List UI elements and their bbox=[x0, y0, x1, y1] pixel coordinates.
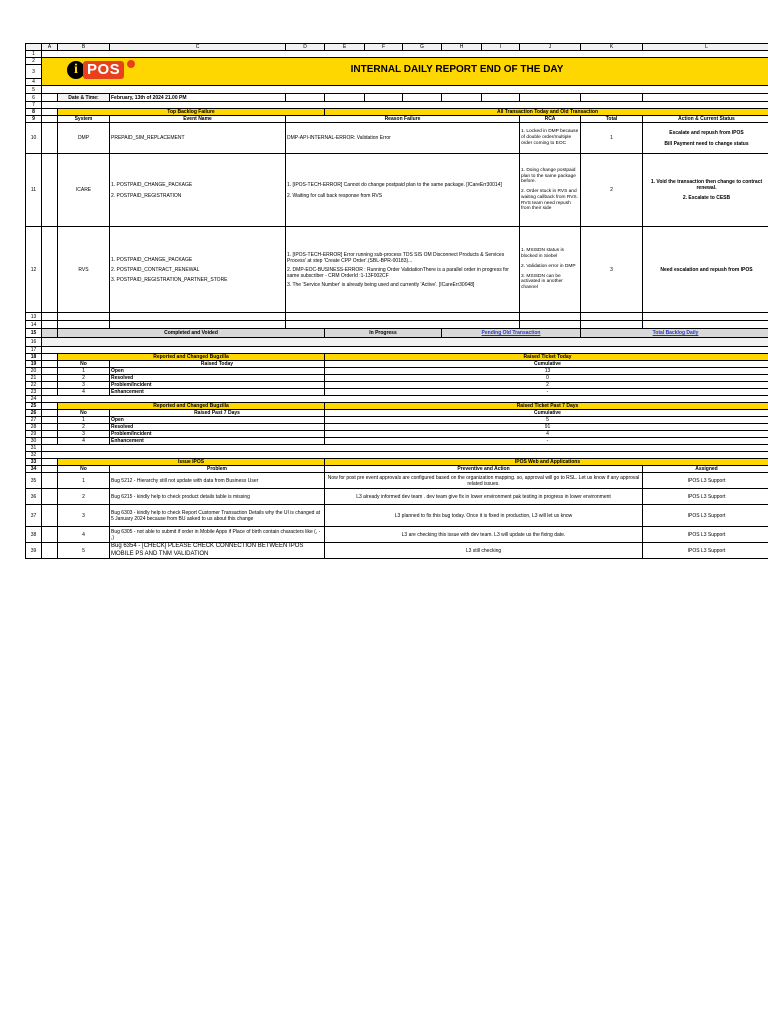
row-number: 3 bbox=[26, 65, 42, 79]
col-header-i: I bbox=[482, 44, 520, 51]
row-number: 21 bbox=[26, 375, 42, 382]
total-cell: 1 bbox=[581, 123, 643, 154]
action-cell: L3 already informed dev team . dev team give fix in lower environment pak testing in progress in lower environment bbox=[325, 489, 643, 505]
system-cell: RVS bbox=[58, 227, 110, 313]
action-cell: L3 still checking bbox=[325, 543, 643, 559]
bug-count: 5 bbox=[325, 417, 768, 424]
row-number: 2 bbox=[26, 58, 42, 65]
row-number: 15 bbox=[26, 329, 42, 338]
row-number: 10 bbox=[26, 123, 42, 154]
problem-cell: Bug 6354 - [CHECK] PLEASE CHECK CONNECTION BETWEEN IPOS MOBILE PS AND TNM VALIDATION bbox=[110, 543, 325, 559]
row-number: 37 bbox=[26, 505, 42, 527]
reason-cell: 1. [IPOS-TECH-ERROR] Error running sub-process TDS SIS OM Disconnect Products & Services Process' at step 'Create CPP Order'.(SBL-BPR-00183)... 2. DMP-EOC-BUSINESS-ERROR : Running Order ValidationThere is a parallel order in progress for same subscriber - CRM OrderId :1-13F002CF 3. The 'Service Number' is already being used and currently 'Active'. [ICareErr30048] bbox=[286, 227, 520, 313]
bugzilla-week-header: Reported and Changed Bugzilla bbox=[58, 403, 325, 410]
row-number: 25 bbox=[26, 403, 42, 410]
backlog-row bbox=[26, 154, 768, 227]
assigned-cell: IPOS L3 Support bbox=[643, 473, 768, 489]
event-cell: PREPAID_SIM_REPLACEMENT bbox=[110, 123, 286, 154]
row-number: 18 bbox=[26, 354, 42, 361]
backlog-header: Top Backlog Failure bbox=[58, 109, 325, 116]
row-number: 38 bbox=[26, 527, 42, 543]
rca-cell: 1. Doing change postpaid plan to the same package before. 2. Order stuck in RVS and waiting callback from RVS. RVS team need repush from their side bbox=[520, 154, 581, 227]
row-number: 34 bbox=[26, 466, 42, 473]
no-header: No bbox=[58, 361, 110, 368]
ipos-web-header: IPOS Web and Applications bbox=[325, 459, 768, 466]
system-cell: ICARE bbox=[58, 154, 110, 227]
backlog-row bbox=[26, 123, 768, 154]
bugzilla-today-header: Reported and Changed Bugzilla bbox=[58, 354, 325, 361]
reason-cell: DMP-API-INTERNAL-ERROR: Validation Error bbox=[286, 123, 520, 154]
assigned-cell: IPOS L3 Support bbox=[643, 505, 768, 527]
reason-cell: 1. [IPOS-TECH-ERROR] Cannot do change postpaid plan to the same package. [ICareErr30014] 2. Waiting for call back response from RVS bbox=[286, 154, 520, 227]
spreadsheet: A B C D E F G H I J K L 1 2 3 4 5 6 Date & Time: February, 13th of 2024 21.00 PM 7 8 Top Backlog Failure All Transaction Today and Old Transaction 9 System Event Name Reason Failure RCA Total Action & Current Status 10 DMP PREPAID_SIM_REPLACEMENT DMP-API-INTERNAL-ERROR: Validation Error 1. Locked in DMP because of double order/multiple order coming to EOC 1 Escalate and repush from IPOS Bill Payment need to change status 11 ICARE 1. POSTPAID_CHANGE_PACKAGE 2. POSTPAID_REGISTRATION 1. [IPOS-TECH-ERROR] Cannot do change postpaid plan to the same package. [ICareErr30014] 2. Waiting for call back response from RVS 1. Doing change postpaid plan to the same package before. 2. Order stuck in RVS and waiting callback from RVS. RVS team need repush from their side 2 1. Void the transaction then change to contract renewal. 2. Escalate to CESB 12 RVS 1. POSTPAID_CHANGE_PACKAGE 2. POSTPAID_CONTRACT_RENEWAL 3. POSTPAID_REGISTRATION_PARTNER_STORE 1. [IPOS-TECH-ERROR] Error running sub-process TDS SIS OM Disconnect Products & Services Process' at step 'Create CPP Order'.(SBL-BPR-00183)... 2. DMP-EOC-BUSINESS-ERROR : Running Order ValidationThere is a parallel order in progress for same subscriber - CRM OrderId :1-13F002CF 3. The 'Service Number' is already being used and currently 'Active'. [ICareErr30048] 1. MSISDN status is blocked in Siebel 2. Validation error in DMP 3. MSISDN can be activated in another channel 3 Need escalation and repush from IPOS 13 14 15 Completed and Voided In Progress Pending Old Transaction Total Backlog Daily 16 17 18 Reported and Changed Bugzilla Raised Ticket Today 19 No Raised Today Cumulative 20 1 Open 13 21 2 Resolved 0 22 3 Problem/Incident 2 23 4 Enhancement - 24 25 Reported and Changed Bugzilla Raised Ticket Past 7 Days 26 No Raised Past 7 Days Cumulative 27 1 Open 5 28 2 Resolved 91 29 3 Problem/Incident 4 30 4 Enhancement - 31 32 33 Issue IPOS IPOS Web and Applications 34 No Problem Preventive and Action Assigned 35 1 Bug 5212 - Hierarchy still not update with data from Business User Now for post pre event approvals are configured based on the organization mapping. so, approval will go to RSL. Let us know if any approval related issues. IPOS L3 Support 36 2 Bug 6215 - kindly help to check product details table is missing L3 already informed dev team . dev team give fix in lower environment pak testing in progress in lower environment IPOS L3 Support 37 3 Bug 6303 - kindly help to check Report Customer Transaction Details why the UI is changed at 5 January 2024 because from BU asked to us about this change L3 planned to fix this bug today. Once it is fixed in production, L3 will let us know IPOS L3 Support 38 4 Bug 6305 - not able to submit if order in Mobile Apps if Place of birth contain characters like (, - ,) L3 are checking this issue with dev team. L3 will update us the fixing date. IPOS L3 Support 39 5 Bug 6354 - [CHECK] PLEASE CHECK CONNECTION BETWEEN IPOS MOBILE PS AND TNM VALIDATION L3 still checking IPOS L3 Support bbox=[25, 43, 768, 559]
issue-row: 35 1 Bug 5212 - Hierarchy still not update with data from Business User Now for post pre event approvals are configured based on the organization mapping. so, approval will go to RSL. Let us know if any approval related issues. IPOS L3 Support bbox=[26, 473, 768, 489]
action-cell: Need escalation and repush from IPOS bbox=[643, 227, 768, 313]
transaction-header: All Transaction Today and Old Transaction bbox=[325, 109, 768, 116]
bug-status-label: Open bbox=[110, 368, 325, 375]
row-number: 26 bbox=[26, 410, 42, 417]
bug-count: - bbox=[325, 389, 768, 396]
row-number: 6 bbox=[26, 94, 42, 102]
bug-status-label: Problem/Incident bbox=[110, 382, 325, 389]
col-total: Total bbox=[581, 116, 643, 123]
rca-cell: 1. MSISDN status is blocked in Siebel 2. Validation error in DMP 3. MSISDN can be activated in another channel bbox=[520, 227, 581, 313]
action-cell: Now for post pre event approvals are configured based on the organization mapping. so, approval will go to RSL. Let us know if any approval related issues. bbox=[325, 473, 643, 489]
row-number: 29 bbox=[26, 431, 42, 438]
rca-cell: 1. Locked in DMP because of double order/multiple order coming to EOC bbox=[520, 123, 581, 154]
row-number: 22 bbox=[26, 382, 42, 389]
action-cell: 1. Void the transaction then change to contract renewal. 2. Escalate to CESB bbox=[643, 154, 768, 227]
report-banner bbox=[57, 57, 768, 85]
col-header-a: A bbox=[42, 44, 58, 51]
total-cell: 3 bbox=[581, 227, 643, 313]
row-number: 4 bbox=[26, 79, 42, 86]
issue-row: 37 3 Bug 6303 - kindly help to check Report Customer Transaction Details why the UI is changed at 5 January 2024 because from BU asked to us about this change L3 planned to fix this bug today. Once it is fixed in production, L3 will let us know IPOS L3 Support bbox=[26, 505, 768, 527]
cumulative-label: Cumulative bbox=[325, 410, 768, 417]
action-cell: L3 are checking this issue with dev team. L3 will update us the fixing date. bbox=[325, 527, 643, 543]
assigned-cell: IPOS L3 Support bbox=[643, 527, 768, 543]
row-number: 16 bbox=[26, 338, 42, 347]
action-cell: Escalate and repush from IPOS Bill Payment need to change status bbox=[643, 123, 768, 154]
ipos-logo bbox=[61, 59, 151, 83]
row-number: 12 bbox=[26, 227, 42, 313]
problem-header: Problem bbox=[110, 466, 325, 473]
row-number: 19 bbox=[26, 361, 42, 368]
event-cell: 1. POSTPAID_CHANGE_PACKAGE 2. POSTPAID_REGISTRATION bbox=[110, 154, 286, 227]
col-header-e: E bbox=[325, 44, 365, 51]
cumulative-label: Cumulative bbox=[325, 361, 768, 368]
event-cell: 1. POSTPAID_CHANGE_PACKAGE 2. POSTPAID_CONTRACT_RENEWAL 3. POSTPAID_REGISTRATION_PARTNER_STORE bbox=[110, 227, 286, 313]
issue-row: 36 2 Bug 6215 - kindly help to check product details table is missing L3 already informed dev team . dev team give fix in lower environment pak testing in progress in lower environment IPOS L3 Support bbox=[26, 489, 768, 505]
row-number: 33 bbox=[26, 459, 42, 466]
action-header: Preventive and Action bbox=[325, 466, 643, 473]
raised-today-header: Raised Ticket Today bbox=[325, 354, 768, 361]
assigned-header: Assigned bbox=[643, 466, 768, 473]
bug-status-label: Open bbox=[110, 417, 325, 424]
row-number: 8 bbox=[26, 109, 42, 116]
row-number: 28 bbox=[26, 424, 42, 431]
assigned-cell: IPOS L3 Support bbox=[643, 543, 768, 559]
row-number: 20 bbox=[26, 368, 42, 375]
pending-old-transaction-link[interactable]: Pending Old Transaction bbox=[442, 329, 581, 338]
bug-count: - bbox=[325, 438, 768, 445]
col-header-h: H bbox=[442, 44, 482, 51]
report-title: INTERNAL DAILY REPORT END OF THE DAY bbox=[350, 64, 564, 75]
col-header-k: K bbox=[581, 44, 643, 51]
no-header: No bbox=[58, 410, 110, 417]
row-number: 13 bbox=[26, 313, 42, 321]
total-backlog-daily-link[interactable]: Total Backlog Daily bbox=[581, 329, 768, 338]
row-number: 17 bbox=[26, 347, 42, 354]
issue-ipos-header: Issue IPOS bbox=[58, 459, 325, 466]
date-value: February, 13th of 2024 21.00 PM bbox=[110, 94, 286, 102]
logo-dot-icon bbox=[127, 60, 135, 68]
row-number: 27 bbox=[26, 417, 42, 424]
completed-voided: Completed and Voided bbox=[58, 329, 325, 338]
action-cell: L3 planned to fix this bug today. Once it is fixed in production, L3 will let us know bbox=[325, 505, 643, 527]
logo-i-icon: i bbox=[67, 61, 85, 79]
col-action: Action & Current Status bbox=[643, 116, 768, 123]
row-number: 9 bbox=[26, 116, 42, 123]
row-number: 1 bbox=[26, 51, 42, 58]
col-header-g: G bbox=[403, 44, 442, 51]
col-header-l: L bbox=[643, 44, 768, 51]
system-cell: DMP bbox=[58, 123, 110, 154]
row-number: 7 bbox=[26, 102, 42, 109]
col-header-f: F bbox=[365, 44, 403, 51]
col-event: Event Name bbox=[110, 116, 286, 123]
row-number: 11 bbox=[26, 154, 42, 227]
backlog-row bbox=[26, 227, 768, 313]
bug-status-label: Resolved bbox=[110, 375, 325, 382]
bug-count: 91 bbox=[325, 424, 768, 431]
issue-row: 38 4 Bug 6305 - not able to submit if order in Mobile Apps if Place of birth contain characters like (, - ,) L3 are checking this issue with dev team. L3 will update us the fixing date. IPOS L3 Support bbox=[26, 527, 768, 543]
logo-text: POS bbox=[83, 61, 124, 79]
total-cell: 2 bbox=[581, 154, 643, 227]
row-number: 23 bbox=[26, 389, 42, 396]
issue-row: 39 5 Bug 6354 - [CHECK] PLEASE CHECK CONNECTION BETWEEN IPOS MOBILE PS AND TNM VALIDATION L3 still checking IPOS L3 Support bbox=[26, 543, 768, 559]
row-number: 14 bbox=[26, 321, 42, 329]
bug-status-label: Enhancement bbox=[110, 438, 325, 445]
row-number: 5 bbox=[26, 86, 42, 94]
column-header-row bbox=[26, 44, 768, 51]
col-header-c: C bbox=[110, 44, 286, 51]
row-number: 30 bbox=[26, 438, 42, 445]
corner-cell bbox=[26, 44, 42, 51]
problem-cell: Bug 5212 - Hierarchy still not update with data from Business User bbox=[110, 473, 325, 489]
bug-count: 4 bbox=[325, 431, 768, 438]
row-number: 39 bbox=[26, 543, 42, 559]
col-rca: RCA bbox=[520, 116, 581, 123]
raised-week-header: Raised Ticket Past 7 Days bbox=[325, 403, 768, 410]
row-number: 24 bbox=[26, 396, 42, 403]
bug-count: 2 bbox=[325, 382, 768, 389]
col-header-j: J bbox=[520, 44, 581, 51]
date-label: Date & Time: bbox=[58, 94, 110, 102]
row-number: 31 bbox=[26, 445, 42, 452]
raised-today-label: Raised Today bbox=[110, 361, 325, 368]
problem-cell: Bug 6215 - kindly help to check product details table is missing bbox=[110, 489, 325, 505]
assigned-cell: IPOS L3 Support bbox=[643, 489, 768, 505]
bug-status-label: Problem/Incident bbox=[110, 431, 325, 438]
col-header-b: B bbox=[58, 44, 110, 51]
problem-cell: Bug 6305 - not able to submit if order in Mobile Apps if Place of birth contain characters like (, - ,) bbox=[110, 527, 325, 543]
col-system: System bbox=[58, 116, 110, 123]
row-number: 32 bbox=[26, 452, 42, 459]
raised-week-label: Raised Past 7 Days bbox=[110, 410, 325, 417]
problem-cell: Bug 6303 - kindly help to check Report Customer Transaction Details why the UI is changed at 5 January 2024 because from BU asked to us about this change bbox=[110, 505, 325, 527]
bug-status-label: Enhancement bbox=[110, 389, 325, 396]
issue-no-header: No bbox=[58, 466, 110, 473]
in-progress: In Progress bbox=[325, 329, 442, 338]
row-number: 36 bbox=[26, 489, 42, 505]
row-number: 35 bbox=[26, 473, 42, 489]
bug-count: 13 bbox=[325, 368, 768, 375]
bug-status-label: Resolved bbox=[110, 424, 325, 431]
col-header-d: D bbox=[286, 44, 325, 51]
bug-count: 0 bbox=[325, 375, 768, 382]
col-reason: Reason Failure bbox=[286, 116, 520, 123]
